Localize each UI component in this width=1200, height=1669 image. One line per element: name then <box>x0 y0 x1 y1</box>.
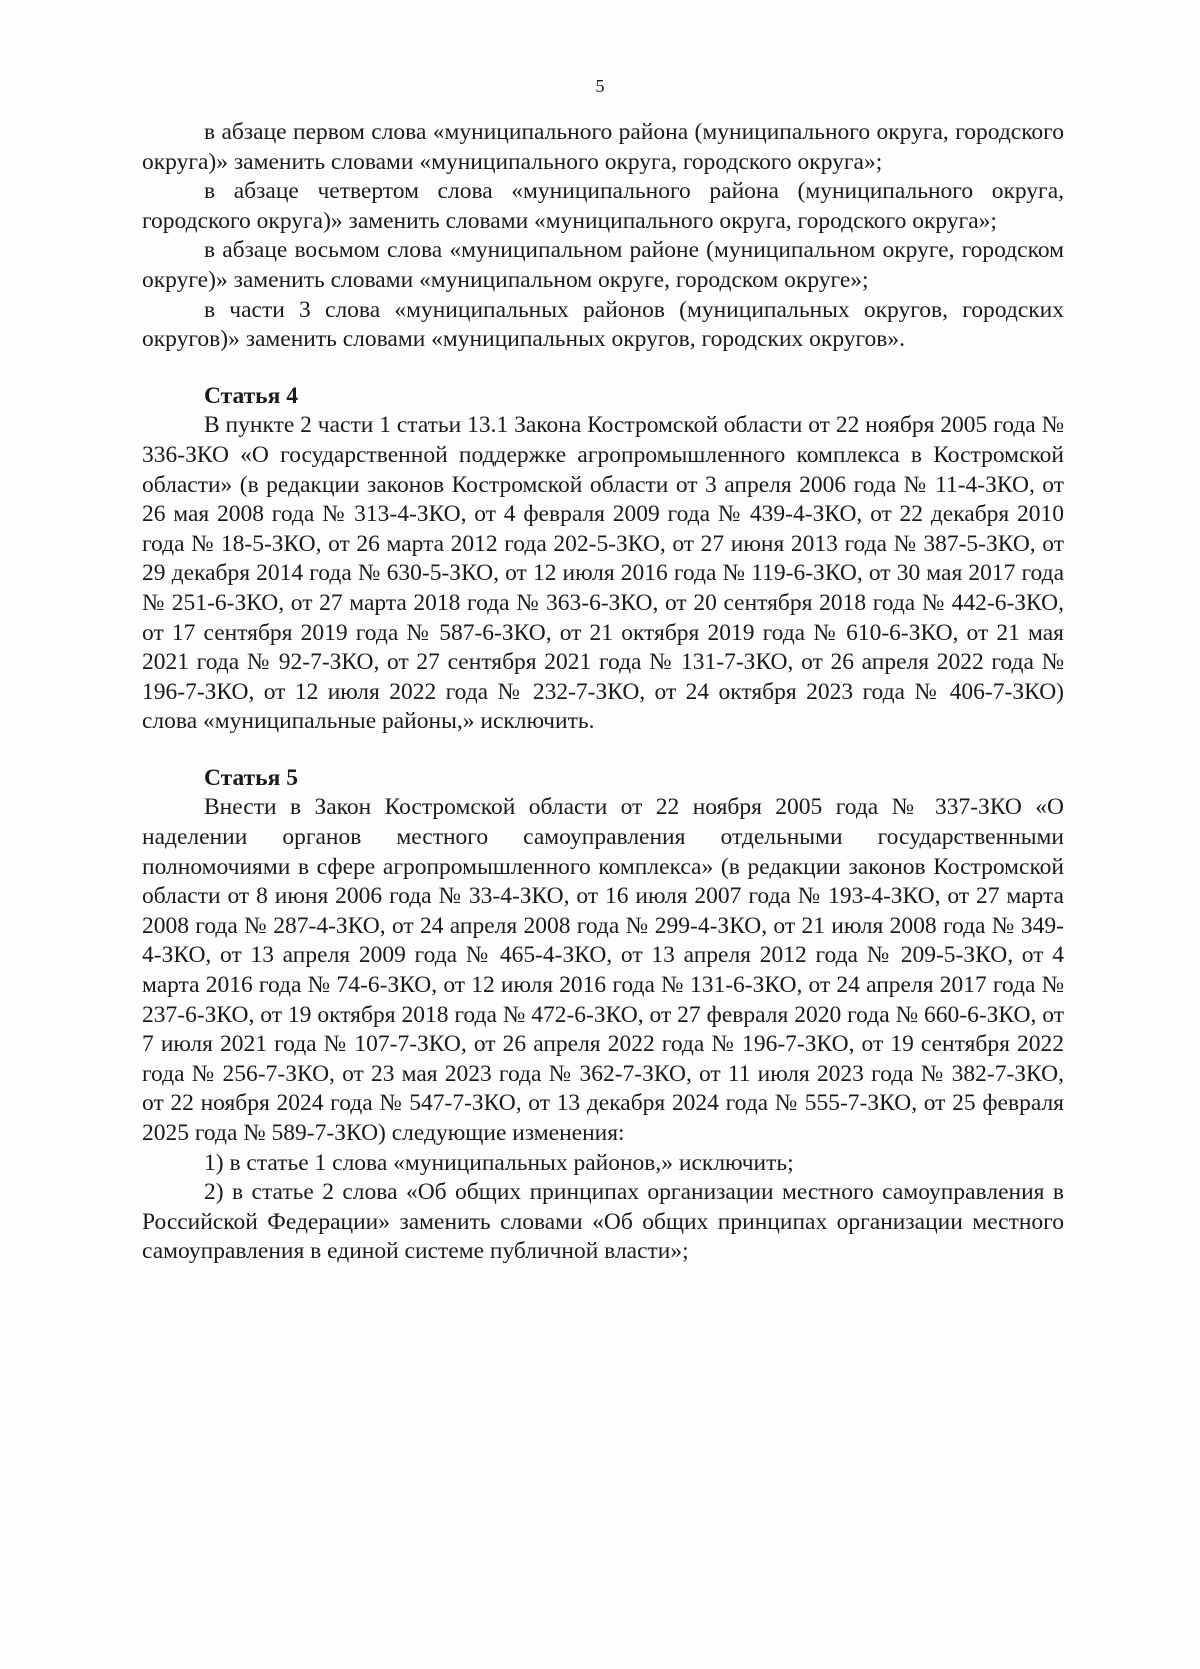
document-body <box>142 118 1064 1267</box>
article-4-text: В пункте 2 части 1 статьи 13.1 Закона Костромской области от 22 ноября 2005 года № 336-ЗКО «О государственной поддержке агропромышленного комплекса в Костромской области» (в редакции законов Костромской области от 3 апреля 2006 года № 11-4-ЗКО, от 26 мая 2008 года № 313-4-ЗКО, от 4 февраля 2009 года № 439-4-ЗКО, от 22 декабря 2010 года № 18-5-ЗКО, от 26 марта 2012 года 202-5-ЗКО, от 27 июня 2013 года № 387-5-ЗКО, от 29 декабря 2014 года № 630-5-ЗКО, от 12 июля 2016 года № 119-6-ЗКО, от 30 мая 2017 года № 251-6-ЗКО, от 27 марта 2018 года № 363-6-ЗКО, от 20 сентября 2018 года № 442-6-ЗКО, от 17 сентября 2019 года № 587-6-ЗКО, от 21 октября 2019 года № 610-6-ЗКО, от 21 мая 2021 года № 92-7-ЗКО, от 27 сентября 2021 года № 131-7-ЗКО, от 26 апреля 2022 года № 196-7-ЗКО, от 12 июля 2022 года № 232-7-ЗКО, от 24 октября 2023 года № 406-7-ЗКО) слова «муниципальные районы,» исключить. <box>142 412 1064 735</box>
intro-paragraph: в абзаце восьмом слова «муниципальном районе (муниципальном округе, городском округе)» заменить словами «муниципальном округе, городском округе»; <box>142 237 1064 293</box>
intro-paragraph: в абзаце первом слова «муниципального района (муниципального округа, городского округа)» заменить словами «муниципального округа, городского округа»; <box>142 119 1064 175</box>
article-5-item-2: 2) в статье 2 слова «Об общих принципах организации местного самоуправления в Российской Федерации» заменить словами «Об общих принципах организации местного самоуправления в единой системе публичной власти»; <box>142 1179 1064 1265</box>
intro-paragraph: в части 3 слова «муниципальных районов (муниципальных округов, городских округов)» заменить словами «муниципальных округов, городских округов». <box>142 296 1064 353</box>
page-number: 5 <box>595 76 605 96</box>
article-5-heading: Статья 5 <box>204 764 298 791</box>
article-5-item-1: 1) в статье 1 слова «муниципальных районов,» исключить; <box>204 1149 794 1176</box>
section-spacer <box>142 737 1064 764</box>
article-4-heading: Статья 4 <box>204 382 298 409</box>
article-5-text: Внести в Закон Костромской области от 22 ноября 2005 года № 337-ЗКО «О наделении органов местного самоуправления отдельными государственными полномочиями в сфере агропромышленного комплекса» (в редакции законов Костромской области от 8 июня 2006 года № 33-4-ЗКО, от 16 июля 2007 года № 193-4-ЗКО, от 27 марта 2008 года № 287-4-ЗКО, от 24 апреля 2008 года № 299-4-ЗКО, от 21 июля 2008 года № 349-4-ЗКО, от 13 апреля 2009 года № 465-4-ЗКО, от 13 апреля 2012 года № 209-5-ЗКО, от 4 марта 2016 года № 74-6-ЗКО, от 12 июля 2016 года № 131-6-ЗКО, от 24 апреля 2017 года № 237-6-ЗКО, от 19 октября 2018 года № 472-6-ЗКО, от 27 февраля 2020 года № 660-6-ЗКО, от 7 июля 2021 года № 107-7-ЗКО, от 26 апреля 2022 года № 196-7-ЗКО, от 19 сентября 2022 года № 256-7-ЗКО, от 23 мая 2023 года № 362-7-ЗКО, от 11 июля 2023 года № 382-7-ЗКО, от 22 ноября 2024 года № 547-7-ЗКО, от 13 декабря 2024 года № 555-7-ЗКО, от 25 февраля 2025 года № 589-7-ЗКО) следующие изменения: <box>142 794 1064 1146</box>
intro-paragraph: в абзаце четвертом слова «муниципального района (муниципального округа, городского округа)» заменить словами «муниципального округа, городского округа»; <box>142 178 1064 234</box>
section-spacer <box>142 355 1064 382</box>
